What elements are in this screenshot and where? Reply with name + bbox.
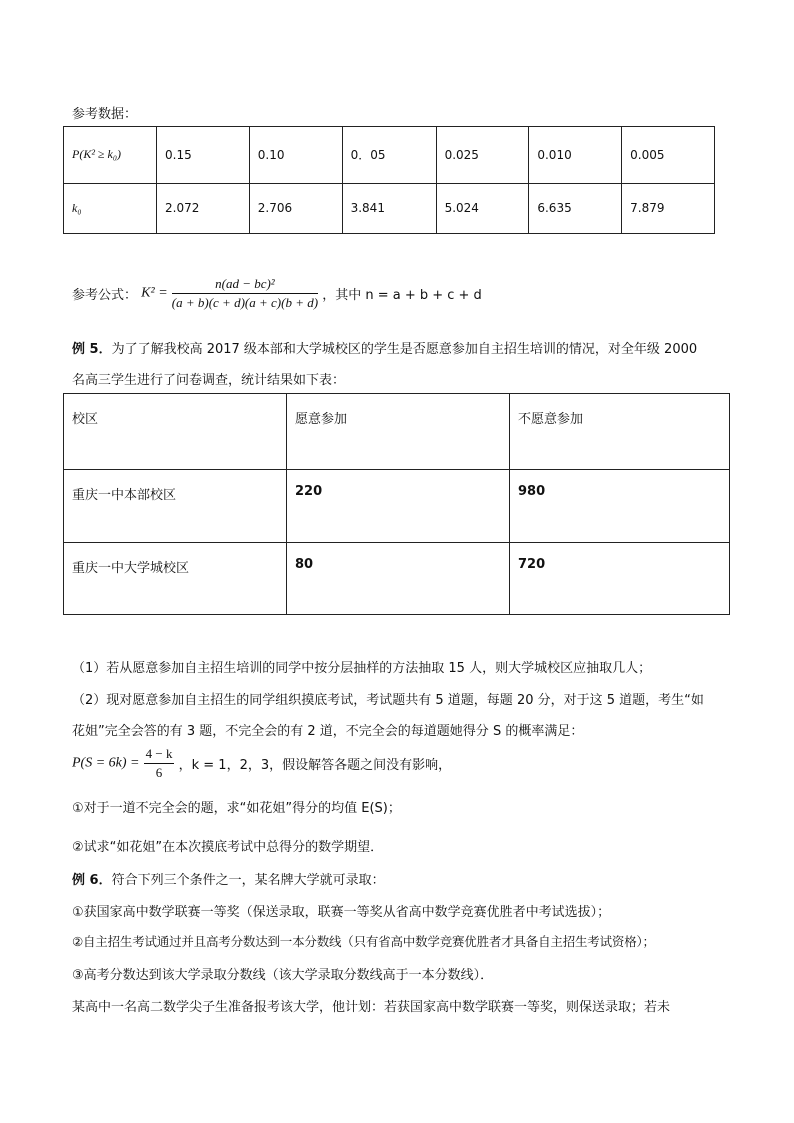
- table-cell: 3.841: [342, 183, 436, 233]
- probability-tail: ，k = 1，2，3，假设解答各题之间没有影响，: [178, 758, 452, 773]
- table-cell: 重庆一中本部校区: [64, 470, 287, 543]
- formula-label: 参考公式：: [72, 288, 138, 303]
- table-cell: 5.024: [436, 183, 529, 233]
- table-row-header: k₀: [64, 183, 157, 233]
- question-2-line1: （2）现对愿意参加自主招生的同学组织摸底考试，考试题共有 5 道题，每题 20 分，对于这 5 道题，考生“如: [72, 693, 704, 708]
- formula-line: [72, 276, 482, 311]
- survey-table: [63, 393, 730, 615]
- example-5-tag: 例 5．: [72, 342, 112, 357]
- table-cell: 0.025: [436, 127, 529, 184]
- table-header-cell: 校区: [64, 394, 287, 470]
- ref-data-label: 参考数据：: [72, 107, 138, 122]
- table-header-cell: 愿意参加: [287, 394, 510, 470]
- table-cell: 220: [287, 470, 510, 543]
- formula-numerator: n(ad − bc)²: [172, 276, 318, 294]
- condition-1: ①获国家高中数学联赛一等奖（保送录取，联赛一等奖从省高中数学竞赛优胜者中考试选拔）；: [72, 905, 611, 920]
- probability-lhs: P(S = 6k) =: [72, 755, 140, 771]
- sub-question-1: ①对于一道不完全会的题，求“如花姐”得分的均值 E(S)；: [72, 801, 401, 816]
- table-row: [64, 470, 730, 543]
- table-cell: 980: [510, 470, 730, 543]
- table-cell: 0.010: [529, 127, 622, 184]
- example-5-line2: 名高三学生进行了问卷调查，统计结果如下表：: [72, 373, 346, 388]
- table-cell: 2.072: [157, 183, 250, 233]
- critical-value-table: [63, 126, 715, 234]
- probability-fraction: [144, 746, 175, 781]
- table-cell: 2.706: [249, 183, 342, 233]
- table-row: [64, 543, 730, 615]
- formula-lhs: K² =: [141, 285, 168, 301]
- table-cell: 6.635: [529, 183, 622, 233]
- probability-numerator: 4 − k: [144, 746, 175, 764]
- table-row: [64, 127, 715, 184]
- example-5-line1: 例 5．为了了解我校高 2017 级本部和大学城校区的学生是否愿意参加自主招生培训的情况，对全年级 2000: [72, 342, 698, 357]
- probability-formula: [72, 746, 451, 781]
- table-header-row: [64, 394, 730, 470]
- question-2-line2: 花姐”完全会答的有 3 题，不完全会的有 2 道，不完全会的每道题她得分 S 的概率满足：: [72, 724, 584, 739]
- table-cell: 0.005: [622, 127, 715, 184]
- table-cell: 7.879: [622, 183, 715, 233]
- example-6-line1: 例 6．符合下列三个条件之一，某名牌大学就可录取：: [72, 873, 385, 888]
- question-1: （1）若从愿意参加自主招生培训的同学中按分层抽样的方法抽取 15 人，则大学城校区应抽取几人；: [72, 661, 652, 676]
- table-row-header: P(K² ≥ k₀): [64, 127, 157, 184]
- example-6-tag: 例 6．: [72, 873, 112, 888]
- formula-fraction: [172, 276, 318, 311]
- condition-3: ③高考分数达到该大学录取分数线（该大学录取分数线高于一本分数线）．: [72, 968, 494, 983]
- formula-denominator: (a + b)(c + d)(a + c)(b + d): [171, 295, 319, 310]
- table-header-cell: 不愿意参加: [510, 394, 730, 470]
- table-row: [64, 183, 715, 233]
- table-cell: 0．05: [342, 127, 436, 184]
- sub-question-2: ②试求“如花姐”在本次摸底考试中总得分的数学期望．: [72, 840, 384, 855]
- probability-denominator: 6: [155, 765, 163, 780]
- formula-tail: ，其中 n = a + b + c + d: [322, 288, 482, 303]
- table-cell: 720: [510, 543, 730, 615]
- example-6-last-line: 某高中一名高二数学尖子生准备报考该大学，他计划：若获国家高中数学联赛一等奖，则保送录取；若未: [72, 1000, 671, 1015]
- table-cell: 0.10: [249, 127, 342, 184]
- table-cell: 80: [287, 543, 510, 615]
- table-cell: 0.15: [157, 127, 250, 184]
- table-cell: 重庆一中大学城校区: [64, 543, 287, 615]
- condition-2: ②自主招生考试通过并且高考分数达到一本分数线（只有省高中数学竞赛优胜者才具备自主招生考试资格）；: [72, 934, 655, 949]
